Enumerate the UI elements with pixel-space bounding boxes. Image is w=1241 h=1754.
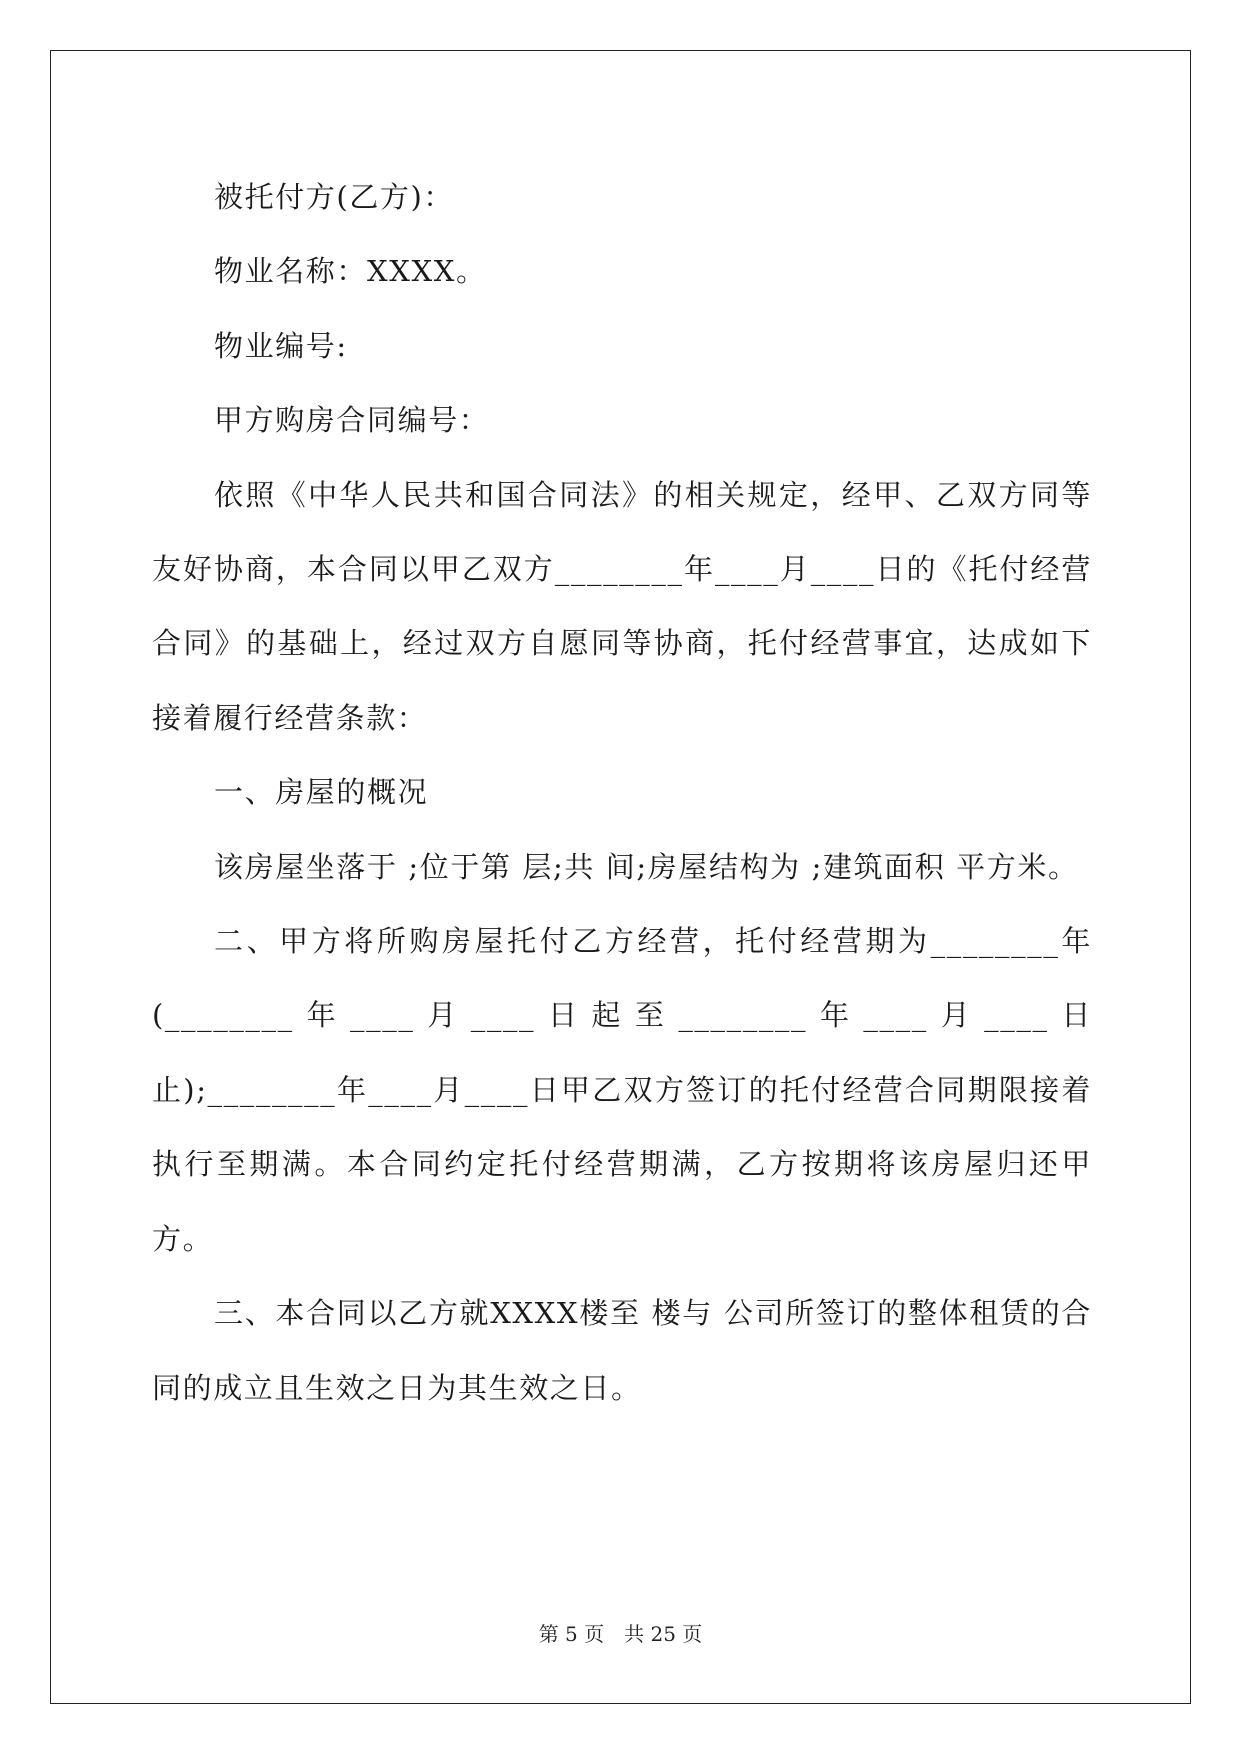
page-number-footer: 第 5 页 共 25 页 <box>538 1622 703 1646</box>
document-body <box>152 160 1092 1425</box>
property-number-line: 物业编号: <box>214 328 348 363</box>
section-1-heading: 一、房屋的概况 <box>214 775 429 810</box>
preamble-paragraph: 依照《中华人民共和国合同法》的相关规定，经甲、乙双方同等友好协商，本合同以甲乙双方________年____月____日的《托付经营合同》的基础上，经过双方自愿同等协商，托付经营事宜，达成如下接着履行经营条款： <box>152 477 1092 735</box>
property-name-line: 物业名称：XXXX。 <box>214 254 487 289</box>
party-b-line: 被托付方(乙方)： <box>214 180 455 214</box>
section-3-paragraph: 三、本合同以乙方就XXXX楼至 楼与 公司所签订的整体租赁的合同的成立且生效之日为其生效之日。 <box>152 1296 1092 1405</box>
purchase-contract-number-line: 甲方购房合同编号： <box>214 403 490 438</box>
section-2-paragraph: 二、甲方将所购房屋托付乙方经营，托付经营期为________年(________年____月____日起至________年____月____日止);________年____月____日甲乙双方签订的托付经营合同期限接着执行至期满。本合同约定托付经营期满，乙方按期将该房屋归还甲方。 <box>152 924 1092 1256</box>
house-overview-paragraph: 该房屋坐落于 ;位于第 层;共 间;房屋结构为 ;建筑面积 平方米。 <box>214 849 1079 884</box>
